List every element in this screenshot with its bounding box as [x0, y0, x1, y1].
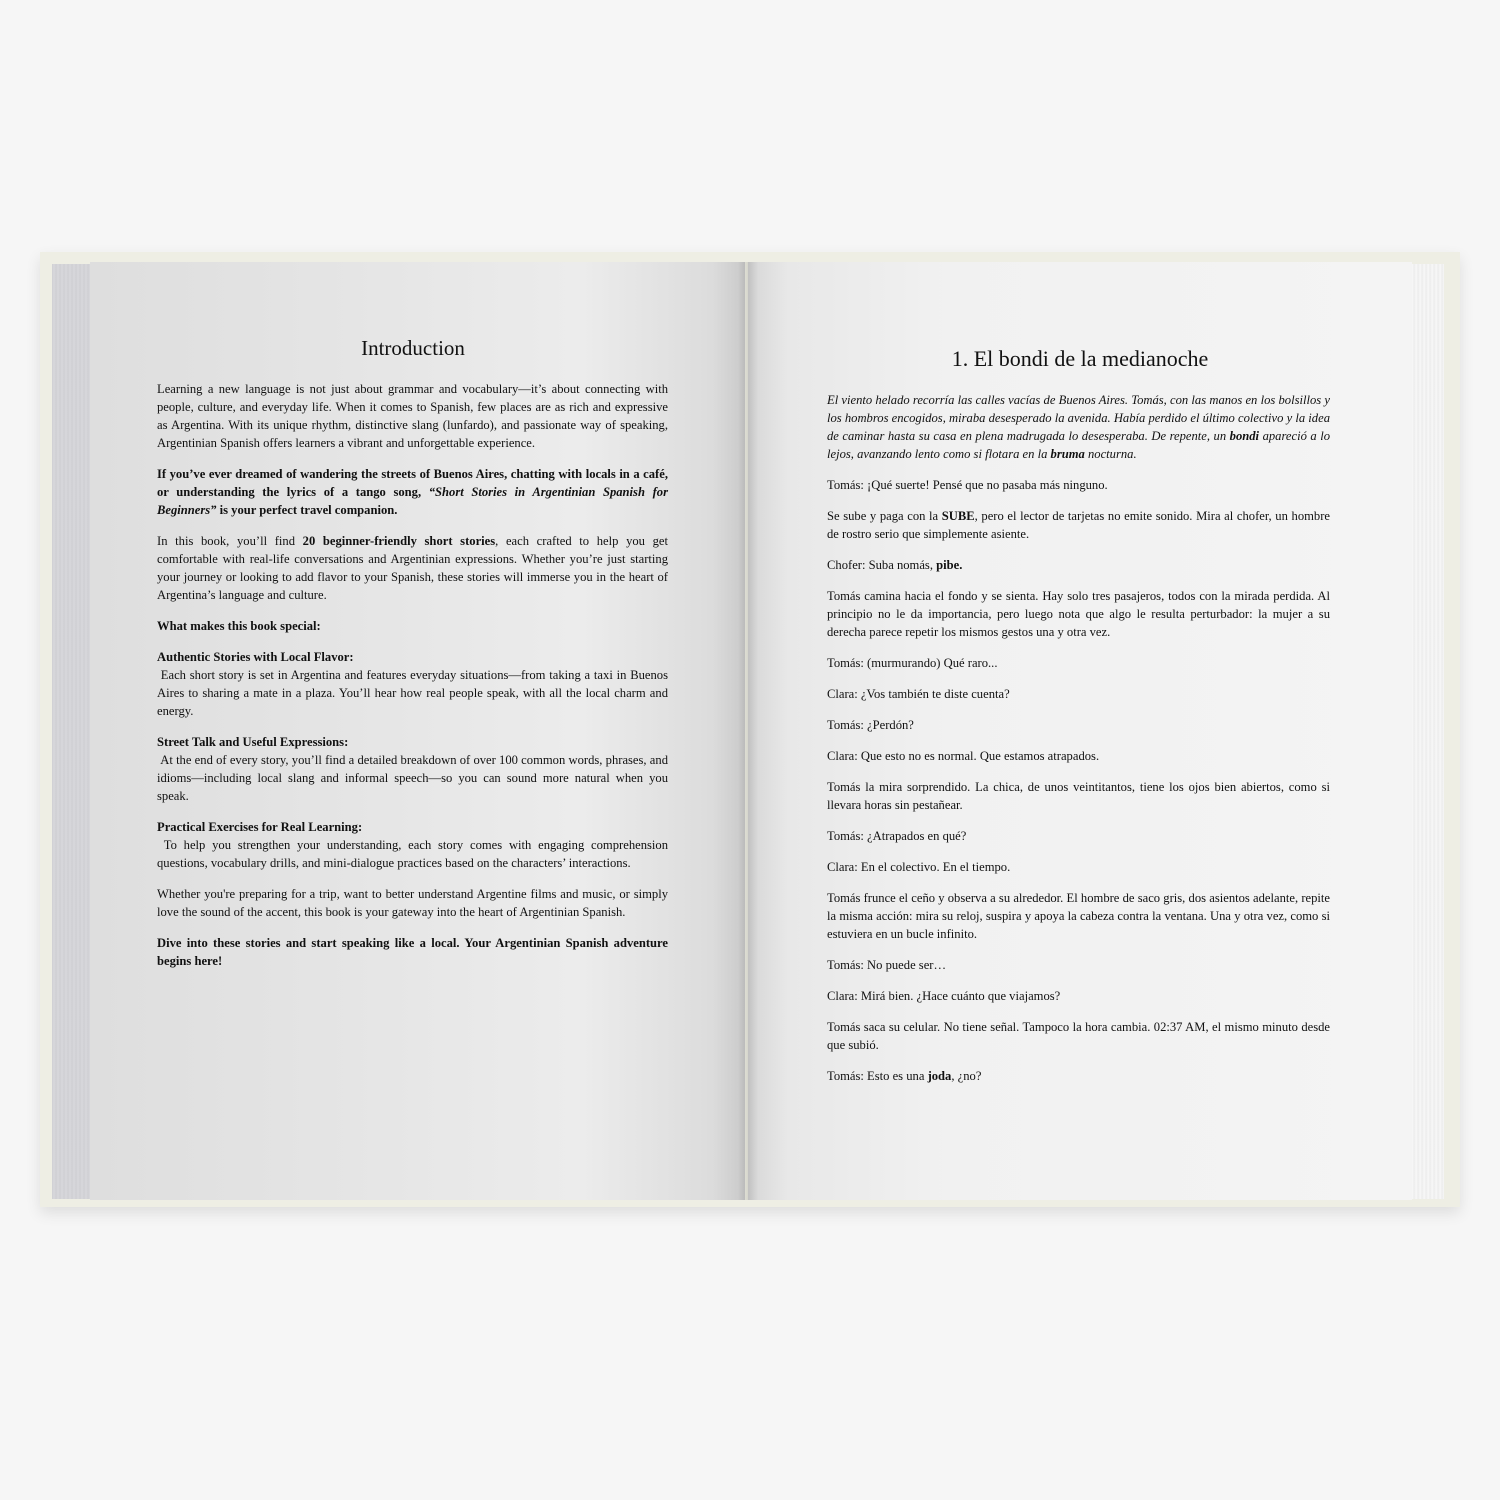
intro-p3-part-b: , each crafted to help you get comfortable with real-life conversations and Argentinian expressions. Whether you’re just starting your journey or looking to add flavor to your Spanish, these stories will immerse you in the heart of Argentina’s language and culture. [157, 534, 668, 602]
page-edges-left [52, 264, 92, 1199]
dialogue-line: Tomás: ¿Perdón? [827, 718, 914, 732]
word-bruma: bruma [1050, 447, 1085, 461]
intro-p3-bold: 20 beginner-friendly short stories [302, 534, 496, 548]
feature-3-body [157, 836, 668, 872]
narration-paragraph: Tomás camina hacia el fondo y se sienta. Hay solo tres pasajeros, todos con la mirada perdida. Al principio no le da importancia, pero luego nota que algo le resulta perturbador: la mujer a su derecha parece repetir los mismos gestos una y otra vez. [827, 589, 1330, 639]
dialogue-part-a: Tomás: Esto es una [827, 1069, 928, 1083]
dialogue-line: Tomás: (murmurando) Qué raro... [827, 656, 998, 670]
feature-2 [157, 733, 668, 805]
word-joda: joda [927, 1069, 952, 1083]
feature-2-body [157, 751, 668, 805]
intro-dive-text: Dive into these stories and start speaking like a local. Your Argentinian Spanish adventure begins here! [157, 936, 668, 968]
intro-paragraph-2 [157, 465, 668, 519]
introduction-title: Introduction [361, 336, 465, 360]
dialogue-line: Tomás: ¡Qué suerte! Pensé que no pasaba más ninguno. [827, 478, 1108, 492]
word-bondi: bondi [1229, 429, 1260, 443]
chapter-intro-part-b: apareció a lo lejos, avanzando lento como si flotara en la [827, 429, 1330, 461]
book-gutter [738, 262, 758, 1200]
narration-paragraph [827, 507, 1330, 543]
dialogue-line [827, 1067, 1330, 1085]
intro-paragraph-whether: Whether you're preparing for a trip, want to better understand Argentine films and music, or simply love the sound of the accent, this book is your gateway into the heart of Argentinian Spanish. [157, 887, 668, 919]
narration-paragraph: Tomás frunce el ceño y observa a su alrededor. El hombre de saco gris, dos asientos adelante, repite la misma acción: mira su reloj, suspira y apoya la cabeza contra la ventana. Una y otra vez, como si estuviera en un bucle infinito. [827, 891, 1330, 941]
dialogue-line: Clara: ¿Vos también te diste cuenta? [827, 687, 1010, 701]
feature-3-heading: Practical Exercises for Real Learning: [157, 820, 363, 834]
narration-part-a: Se sube y paga con la [827, 509, 942, 523]
intro-paragraph-3 [157, 532, 668, 604]
dialogue-part-b: , ¿no? [951, 1069, 982, 1083]
dialogue-part-a: Chofer: Suba nomás, [827, 558, 937, 572]
intro-paragraph-1: Learning a new language is not just about grammar and vocabulary—it’s about connecting with people, culture, and everyday life. When it comes to Spanish, few places are as rich and expressive as Argentina. With its unique rhythm, distinctive slang (lunfardo), and passionate way of speaking, Argentinian Spanish offers learners a vibrant and unforgettable experience. [157, 382, 668, 450]
dialogue-line [827, 556, 1330, 574]
dialogue-line: Tomás: ¿Atrapados en qué? [827, 829, 967, 843]
chapter-title: 1. El bondi de la medianoche [951, 346, 1209, 371]
feature-1-body [157, 666, 668, 720]
intro-p2-part-a: If you’ve ever dreamed of wandering the streets of Buenos Aires, chatting with locals in a café, or understanding the lyrics of a tango song, [157, 467, 668, 499]
feature-1-heading: Authentic Stories with Local Flavor: [157, 650, 354, 664]
special-heading [157, 617, 668, 635]
chapter-intro-part-c: nocturna. [1084, 447, 1137, 461]
chapter-intro-paragraph [827, 391, 1330, 463]
intro-p2-part-b: is your perfect travel companion. [216, 503, 398, 517]
intro-p3-part-a: In this book, you’ll find [157, 534, 303, 548]
dialogue-line: Tomás: No puede ser… [827, 958, 947, 972]
chapter-text [827, 391, 1330, 1098]
dialogue-line: Clara: Que esto no es normal. Que estamos atrapados. [827, 749, 1100, 763]
dialogue-line: Clara: Mirá bien. ¿Hace cuánto que viajamos? [827, 989, 1061, 1003]
feature-3-body-text: To help you strengthen your understanding, each story comes with engaging comprehension questions, vocabulary drills, and mini-dialogue practices based on the characters’ interactions. [157, 838, 668, 870]
narration-paragraph: Tomás la mira sorprendido. La chica, de unos veintitantos, tiene los ojos bien abiertos, como si llevara horas sin pestañear. [827, 780, 1330, 812]
page-edges-right [1408, 264, 1444, 1199]
narration-paragraph: Tomás saca su celular. No tiene señal. Tampoco la hora cambia. 02:37 AM, el mismo minuto desde que subió. [827, 1020, 1330, 1052]
feature-1 [157, 648, 668, 720]
book-title-reference: “Short Stories in Argentinian Spanish for Beginners” [157, 485, 668, 517]
feature-2-body-text: At the end of every story, you’ll find a detailed breakdown of over 100 common words, phrases, and idioms—including local slang and informal speech—so you can sound more natural when you speak. [157, 753, 668, 803]
feature-1-body-text: Each short story is set in Argentina and features everyday situations—from taking a taxi in Buenos Aires to sharing a mate in a plaza. You’ll hear how real people speak, with all the local charm and energy. [157, 668, 668, 718]
word-pibe: pibe. [936, 558, 963, 572]
word-sube: SUBE [941, 509, 975, 523]
special-heading-text: What makes this book special: [157, 619, 321, 633]
introduction-text [157, 380, 668, 983]
dialogue-line: Clara: En el colectivo. En el tiempo. [827, 860, 1011, 874]
chapter-intro-part-a: El viento helado recorría las calles vacías de Buenos Aires. Tomás, con las manos en los bolsillos y los hombros encogidos, miraba desesperado la avenida. Había perdido el último colectivo y la idea de caminar hasta su casa en plena madrugada lo desesperaba. De repente, un [827, 393, 1330, 443]
feature-3 [157, 818, 668, 872]
narration-part-b: , pero el lector de tarjetas no emite sonido. Mira al chofer, un hombre de rostro serio que simplemente asiente. [827, 509, 1330, 541]
feature-2-heading: Street Talk and Useful Expressions: [157, 735, 349, 749]
intro-paragraph-dive [157, 934, 668, 970]
